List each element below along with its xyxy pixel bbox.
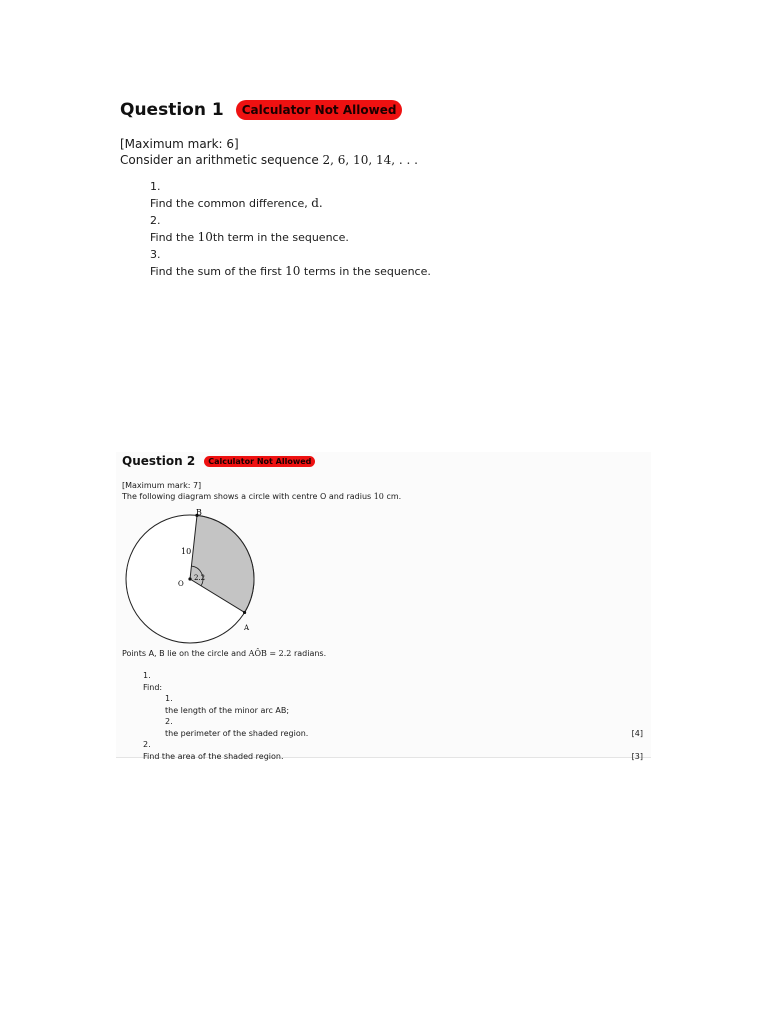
part-3-segment: Find the sum of the first bbox=[150, 265, 286, 278]
circle-diagram bbox=[122, 504, 272, 644]
intro-text-2: The following diagram shows a circle with centre O and radius bbox=[122, 492, 374, 501]
label-angle: 2.2 bbox=[194, 574, 206, 582]
part-2-segment: th term in the sequence. bbox=[212, 231, 349, 244]
part-2-number: 2. bbox=[150, 214, 161, 227]
part-1-math: d. bbox=[311, 196, 323, 210]
question-1 bbox=[120, 100, 680, 281]
item-2-marks: [3] bbox=[631, 751, 643, 761]
part-1-text bbox=[150, 194, 680, 213]
point-o bbox=[188, 577, 191, 580]
item-2-row bbox=[143, 751, 643, 763]
points-end: radians. bbox=[291, 649, 327, 658]
sub-2-text: the perimeter of the shaded region. bbox=[165, 728, 309, 738]
item-1-number: 1. bbox=[143, 671, 151, 680]
part-1-number: 1. bbox=[150, 180, 161, 193]
part-3-number: 3. bbox=[150, 248, 161, 261]
part-3-segment: terms in the sequence. bbox=[300, 265, 431, 278]
point-a bbox=[243, 611, 246, 614]
question-2-parts bbox=[143, 670, 643, 762]
points-statement bbox=[122, 648, 326, 659]
sub-2-row bbox=[143, 728, 643, 740]
part-2-segment: Find the bbox=[150, 231, 198, 244]
label-b: B bbox=[196, 508, 202, 517]
calculator-not-allowed-badge: Calculator Not Allowed bbox=[236, 100, 403, 120]
label-radius: 10 bbox=[181, 547, 192, 556]
radius-math: 10 bbox=[373, 492, 384, 501]
sub-1-text: the length of the minor arc AB; bbox=[165, 705, 290, 715]
part-1-segment: Find the common difference, bbox=[150, 197, 312, 210]
item-2-number: 2. bbox=[143, 740, 151, 749]
points-text: Points A, B lie on the circle and bbox=[122, 649, 249, 658]
intro-end-2: cm. bbox=[383, 492, 402, 501]
question-2-max-mark: [Maximum mark: 7] bbox=[122, 481, 202, 490]
sub-1-number: 1. bbox=[165, 694, 173, 703]
part-2-text bbox=[150, 228, 680, 247]
item-2-text: Find the area of the shaded region. bbox=[143, 751, 284, 761]
question-1-title: Question 1 bbox=[120, 100, 224, 120]
part-3-text bbox=[150, 262, 680, 281]
question-2 bbox=[116, 452, 651, 761]
question-1-parts bbox=[150, 179, 680, 281]
question-1-intro bbox=[120, 152, 680, 168]
part-3-math: 10 bbox=[285, 264, 301, 278]
label-o: O bbox=[178, 580, 184, 588]
part-2-math: 10 bbox=[197, 230, 213, 244]
question-1-max-mark: [Maximum mark: 6] bbox=[120, 137, 239, 151]
question-2-header bbox=[122, 454, 315, 468]
sub-2-number: 2. bbox=[165, 717, 173, 726]
label-a: A bbox=[244, 624, 250, 632]
calculator-not-allowed-badge-2: Calculator Not Allowed bbox=[204, 456, 315, 467]
question-2-intro bbox=[122, 491, 401, 502]
sequence-math: 2, 6, 10, 14, . . . bbox=[322, 153, 418, 167]
question-2-title: Question 2 bbox=[122, 454, 196, 468]
item-1-find: Find: bbox=[143, 682, 163, 692]
sub-2-marks: [4] bbox=[631, 728, 643, 738]
question-1-header bbox=[120, 100, 680, 120]
angle-math: AÔB = 2.2 bbox=[248, 649, 292, 658]
intro-text: Consider an arithmetic sequence bbox=[120, 153, 323, 167]
